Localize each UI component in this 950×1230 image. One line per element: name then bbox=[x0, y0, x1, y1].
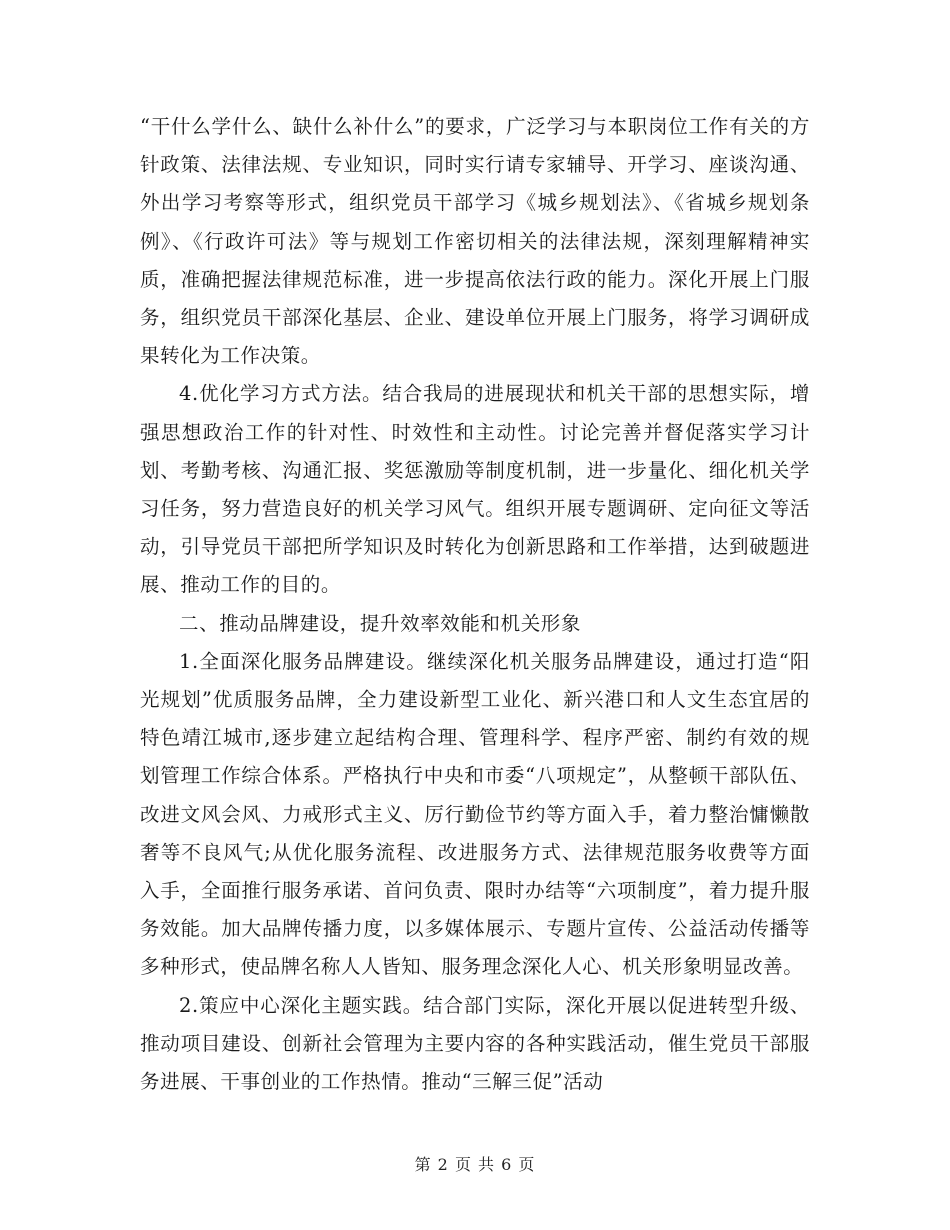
page-number-footer: 第 2 页 共 6 页 bbox=[414, 1155, 536, 1174]
document-body bbox=[140, 108, 810, 1101]
paragraph-optimize-learning: 4.优化学习方式方法。结合我局的进展现状和机关干部的思想实际，增强思想政治工作的针对性、时效性和主动性。讨论完善并督促落实学习计划、考勤考核、沟通汇报、奖惩激励等制度机制，进一步量化、细化机关学习任务，努力营造良好的机关学习风气。组织开展专题调研、定向征文等活动，引导党员干部把所学知识及时转化为创新思路和工作举措，达到破题进展、推动工作的目的。 bbox=[140, 382, 810, 597]
paragraph-theme-practice: 2.策应中心深化主题实践。结合部门实际，深化开展以促进转型升级、推动项目建设、创新社会管理为主要内容的各种实践活动，催生党员干部服务进展、干事创业的工作热情。推动“三解三促”活动 bbox=[140, 993, 810, 1094]
paragraph-study-requirements: “干什么学什么、缺什么补什么”的要求，广泛学习与本职岗位工作有关的方针政策、法律法规、专业知识，同时实行请专家辅导、开学习、座谈沟通、外出学习考察等形式，组织党员干部学习《城乡规划法》、《省城乡规划条例》、《行政许可法》等与规划工作密切相关的法律法规，深刻理解精神实质，准确把握法律规范标准，进一步提高依法行政的能力。深化开展上门服务，组织党员干部深化基层、企业、建设单位开展上门服务，将学习调研成果转化为工作决策。 bbox=[140, 115, 810, 368]
paragraph-service-brand: 1.全面深化服务品牌建设。继续深化机关服务品牌建设，通过打造“阳光规划”优质服务品牌，全力建设新型工业化、新兴港口和人文生态宜居的特色靖江城市,逐步建立起结构合理、管理科学、程序严密、制约有效的规划管理工作综合体系。严格执行中央和市委“八项规定”，从整顿干部队伍、改进文风会风、力戒形式主义、厉行勤俭节约等方面入手，着力整治慵懒散奢等不良风气;从优化服务流程、改进服务方式、法律规范服务收费等方面入手，全面推行服务承诺、首问负责、限时办结等“六项制度”，着力提升服务效能。加大品牌传播力度，以多媒体展示、专题片宣传、公益活动传播等多种形式，使品牌名称人人皆知、服务理念深化人心、机关形象明显改善。 bbox=[140, 649, 810, 979]
section-heading-brand-building: 二、推动品牌建设，提升效率效能和机关形象 bbox=[179, 611, 582, 635]
